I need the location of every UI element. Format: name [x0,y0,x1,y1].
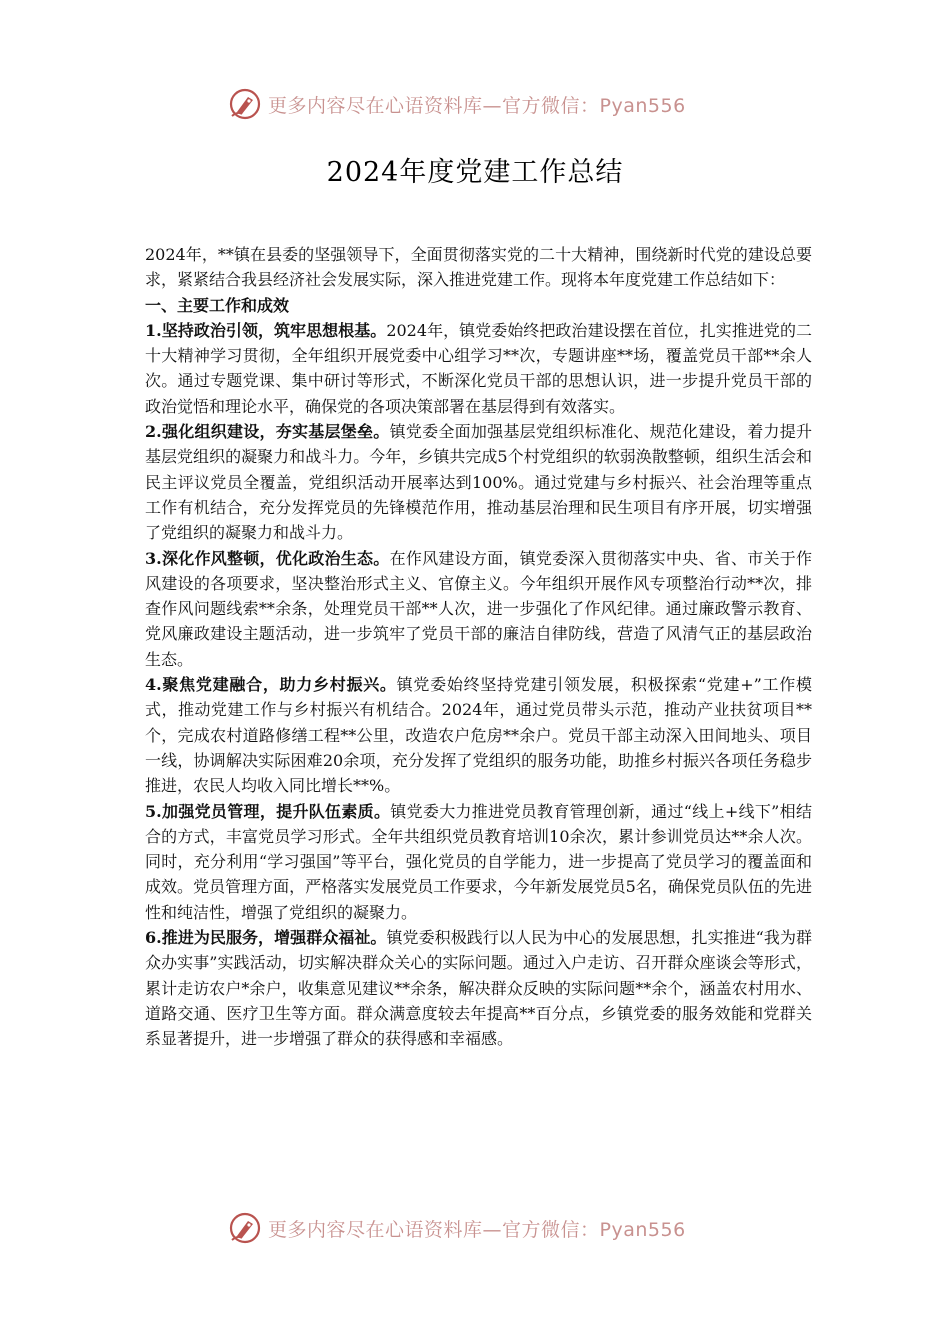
item-paragraph-5 [145,799,812,925]
document-body [145,242,812,1052]
watermark-footer [228,1210,686,1246]
item-body: 在作风建设方面，镇党委深入贯彻落实中央、省、市关于作风建设的各项要求，坚决整治形式主义、官僚主义。今年组织开展作风专项整治行动**次，排查作风问题线索**余条，处理党员干部**人次，进一步强化了作风纪律。通过廉政警示教育、党风廉政建设主题活动，进一步筑牢了党员干部的廉洁自律防线，营造了风清气正的基层政治生态。 [145,548,812,669]
item-heading: 2.强化组织建设，夯实基层堡垒。 [145,422,390,442]
intro-paragraph: 2024年，**镇在县委的坚强领导下，全面贯彻落实党的二十大精神，围绕新时代党的建设总要求，紧紧结合我县经济社会发展实际，深入推进党建工作。现将本年度党建工作总结如下： [145,245,812,290]
item-heading: 3.深化作风整顿，优化政治生态。 [145,548,390,568]
watermark-text: 更多内容尽在心语资料库—官方微信：Pyan556 [268,94,686,117]
watermark-text: 更多内容尽在心语资料库—官方微信：Pyan556 [268,1218,686,1241]
item-heading: 1.坚持政治引领，筑牢思想根基。 [145,320,387,340]
item-paragraph-6 [145,925,812,1051]
section-heading: 一、主要工作和成效 [145,295,290,315]
item-body: 镇党委积极践行以人民为中心的发展思想，扎实推进“我为群众办实事”实践活动，切实解决群众关心的实际问题。通过入户走访、召开群众座谈会等形式，累计走访农户*余户，收集意见建议**余条，解决群众反映的实际问题**余个，涵盖农村用水、道路交通、医疗卫生等方面。群众满意度较去年提高**百分点，乡镇党委的服务效能和党群关系显著提升，进一步增强了群众的获得感和幸福感。 [145,928,812,1049]
item-body: 镇党委始终坚持党建引领发展，积极探索“党建+”工作模式，推动党建工作与乡村振兴有机结合。2024年，通过党员带头示范，推动产业扶贫项目**个，完成农村道路修缮工程**公里，改造农户危房**余户。党员干部主动深入田间地头、项目一线，协调解决实际困难20余项，充分发挥了党组织的服务功能，助推乡村振兴各项任务稳步推进，农民人均收入同比增长**%。 [145,675,812,796]
item-heading: 6.推进为民服务，增强群众福祉。 [145,928,387,948]
pen-nib-circle-icon [228,1211,262,1245]
item-paragraph-4 [145,672,812,798]
pen-nib-circle-icon [228,87,262,121]
watermark-header [228,86,686,122]
item-heading: 5.加强党员管理，提升队伍素质。 [145,801,391,821]
item-paragraph-3 [145,546,812,672]
item-body: 镇党委大力推进党员教育管理创新，通过“线上+线下”相结合的方式，丰富党员学习形式。全年共组织党员教育培训10余次，累计参训党员达**余人次。同时，充分利用“学习强国”等平台，强化党员的自学能力，进一步提高了党员学习的覆盖面和成效。党员管理方面，严格落实发展党员工作要求，今年新发展党员5名，确保党员队伍的先进性和纯洁性，增强了党组织的凝聚力。 [145,801,812,922]
item-paragraph-2 [145,419,812,545]
item-body: 2024年，镇党委始终把政治建设摆在首位，扎实推进党的二十大精神学习贯彻，全年组织开展党委中心组学习**次，专题讲座**场，覆盖党员干部**余人次。通过专题党课、集中研讨等形式，不断深化党员干部的思想认识，进一步提升党员干部的政治觉悟和理论水平，确保党的各项决策部署在基层得到有效落实。 [145,320,812,416]
item-heading: 4.聚焦党建融合，助力乡村振兴。 [145,675,397,695]
document-title: 2024年度党建工作总结 [326,157,624,188]
item-paragraph-1 [145,318,812,419]
item-body: 镇党委全面加强基层党组织标准化、规范化建设，着力提升基层党组织的凝聚力和战斗力。今年，乡镇共完成5个村党组织的软弱涣散整顿，组织生活会和民主评议党员全覆盖，党组织活动开展率达到100%。通过党建与乡村振兴、社会治理等重点工作有机结合，充分发挥党员的先锋模范作用，推动基层治理和民生项目有序开展，切实增强了党组织的凝聚力和战斗力。 [145,422,812,543]
